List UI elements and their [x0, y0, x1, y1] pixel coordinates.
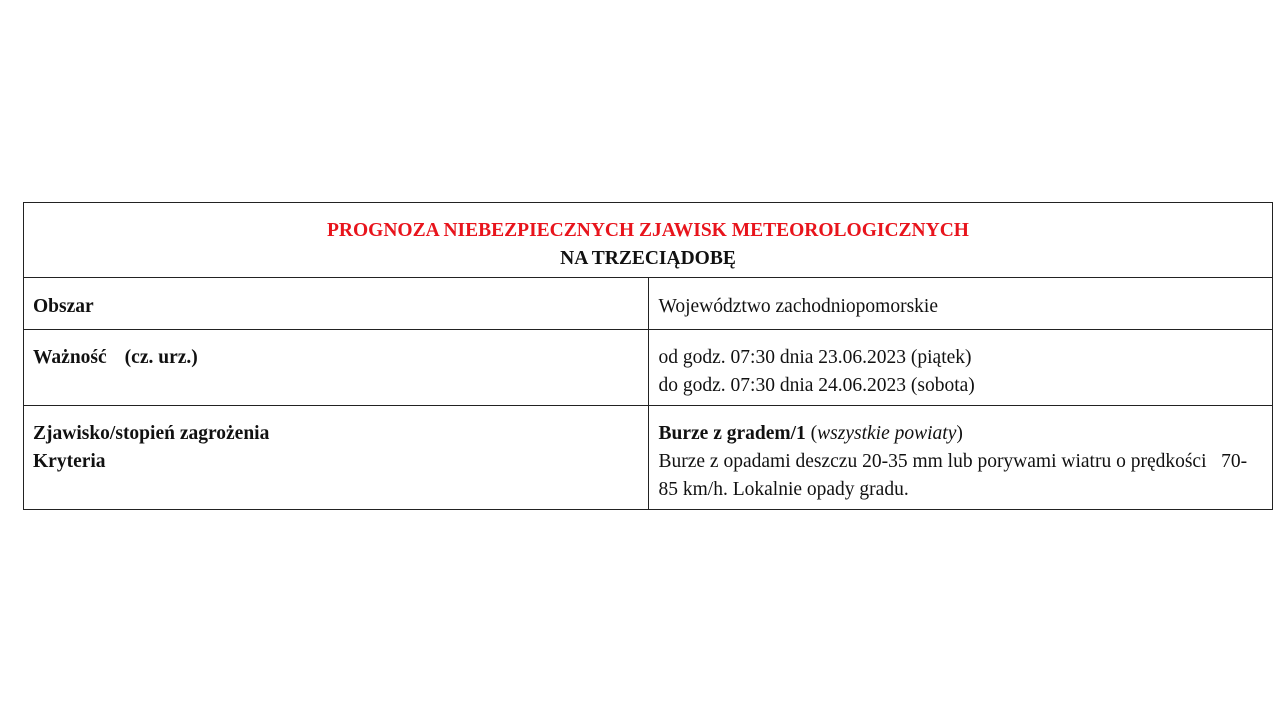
criteria-label: Kryteria: [33, 451, 106, 472]
forecast-subtitle: NA TRZECIĄDOBĘ: [560, 248, 736, 269]
phenomenon-scope: wszystkie powiaty: [817, 423, 957, 444]
title-cell: [24, 203, 1273, 278]
phenomenon-label-cell: [24, 406, 649, 510]
area-label: Obszar: [24, 278, 649, 330]
validity-label-suffix: (cz. urz.): [124, 347, 198, 368]
forecast-title: PROGNOZA NIEBEZPIECZNYCH ZJAWISK METEOROLOGICZNYCH: [327, 220, 969, 241]
validity-label: Ważność: [33, 347, 107, 368]
area-row: [24, 278, 1273, 330]
weather-warning-table: [23, 202, 1273, 510]
phenomenon-heading: [659, 420, 1265, 448]
area-value: Województwo zachodniopomorskie: [648, 278, 1273, 330]
phenomenon-heading-open: (: [805, 423, 818, 444]
phenomenon-value-cell: [648, 406, 1273, 510]
validity-to: do godz. 07:30 dnia 24.06.2023 (sobota): [658, 375, 975, 396]
phenomenon-description: Burze z opadami deszczu 20-35 mm lub porywami wiatru o prędkości 70-85 km/h. Lokalnie opady gradu.: [658, 451, 1248, 500]
validity-label-cell: [24, 330, 649, 406]
validity-row: [24, 330, 1273, 406]
validity-from: od godz. 07:30 dnia 23.06.2023 (piątek): [658, 347, 972, 368]
phenomenon-heading-close: ): [956, 423, 963, 444]
title-row: [24, 203, 1273, 278]
validity-value-cell: [648, 330, 1273, 406]
phenomenon-row: [24, 406, 1273, 510]
phenomenon-label: Zjawisko/stopień zagrożenia: [33, 423, 270, 444]
phenomenon-heading-bold: Burze z gradem/1: [658, 423, 806, 444]
